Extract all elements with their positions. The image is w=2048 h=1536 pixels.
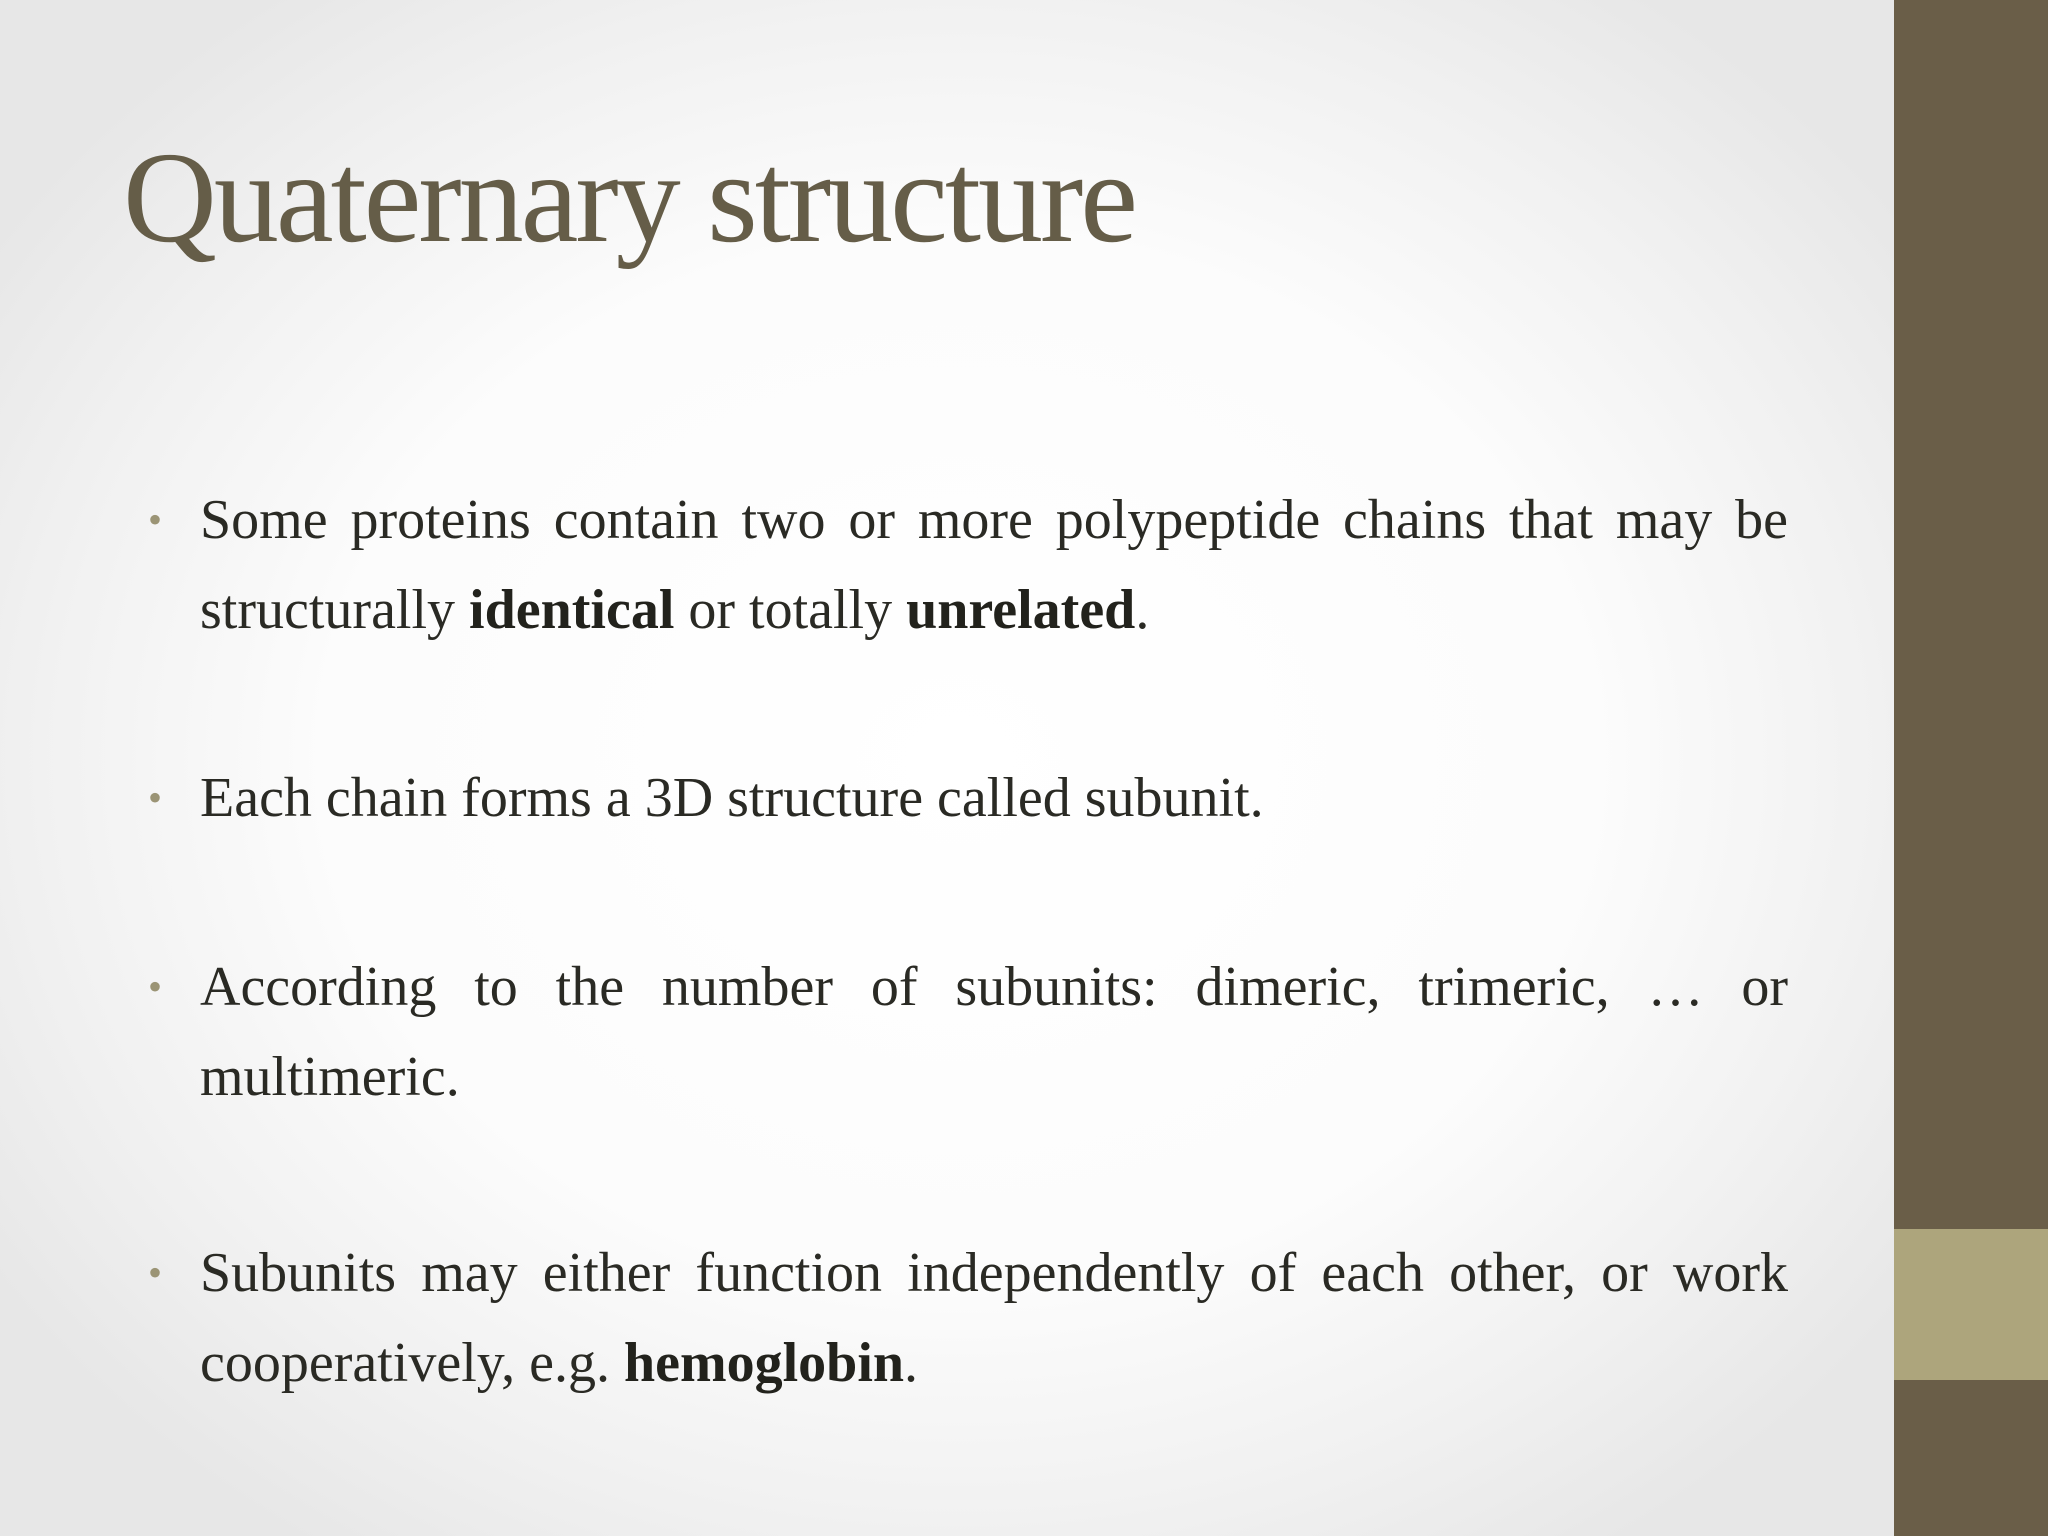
- bullet-marker: •: [148, 775, 163, 820]
- bullet-text: Each chain forms a 3D structure called subunit.: [200, 767, 1264, 829]
- bold-term-unrelated: unrelated: [906, 579, 1136, 641]
- bullet-text: [200, 475, 1788, 655]
- slide-title: Quaternary structure: [123, 126, 1135, 270]
- bullet-text-part: or totally: [674, 579, 907, 641]
- bullet-text-part: Subunits may either function independently of each other, or work cooperatively, e.g.: [200, 1242, 1788, 1394]
- bullet-text-part: .: [1135, 579, 1150, 641]
- bold-term-hemoglobin: hemoglobin: [623, 1332, 905, 1394]
- bullet-text-part: Some proteins contain two or more polypeptide chains that may be structurally: [200, 489, 1788, 641]
- bullet-marker: •: [148, 964, 163, 1009]
- bullet-item-subunit-definition: [148, 753, 1788, 843]
- bullet-item-subunit-composition: [148, 475, 1788, 655]
- bullet-item-subunit-function: [148, 1228, 1788, 1408]
- bullet-marker: •: [148, 1250, 163, 1295]
- decorative-side-accent-block: [1894, 1229, 2048, 1380]
- bullet-text: [200, 1228, 1788, 1408]
- bullet-item-subunit-count: [148, 942, 1788, 1122]
- bullet-text: According to the number of subunits: dimeric, trimeric, … or multimeric.: [200, 956, 1788, 1108]
- bullet-marker: •: [148, 497, 163, 542]
- bullet-text-part: .: [904, 1332, 919, 1394]
- bold-term-identical: identical: [469, 579, 675, 641]
